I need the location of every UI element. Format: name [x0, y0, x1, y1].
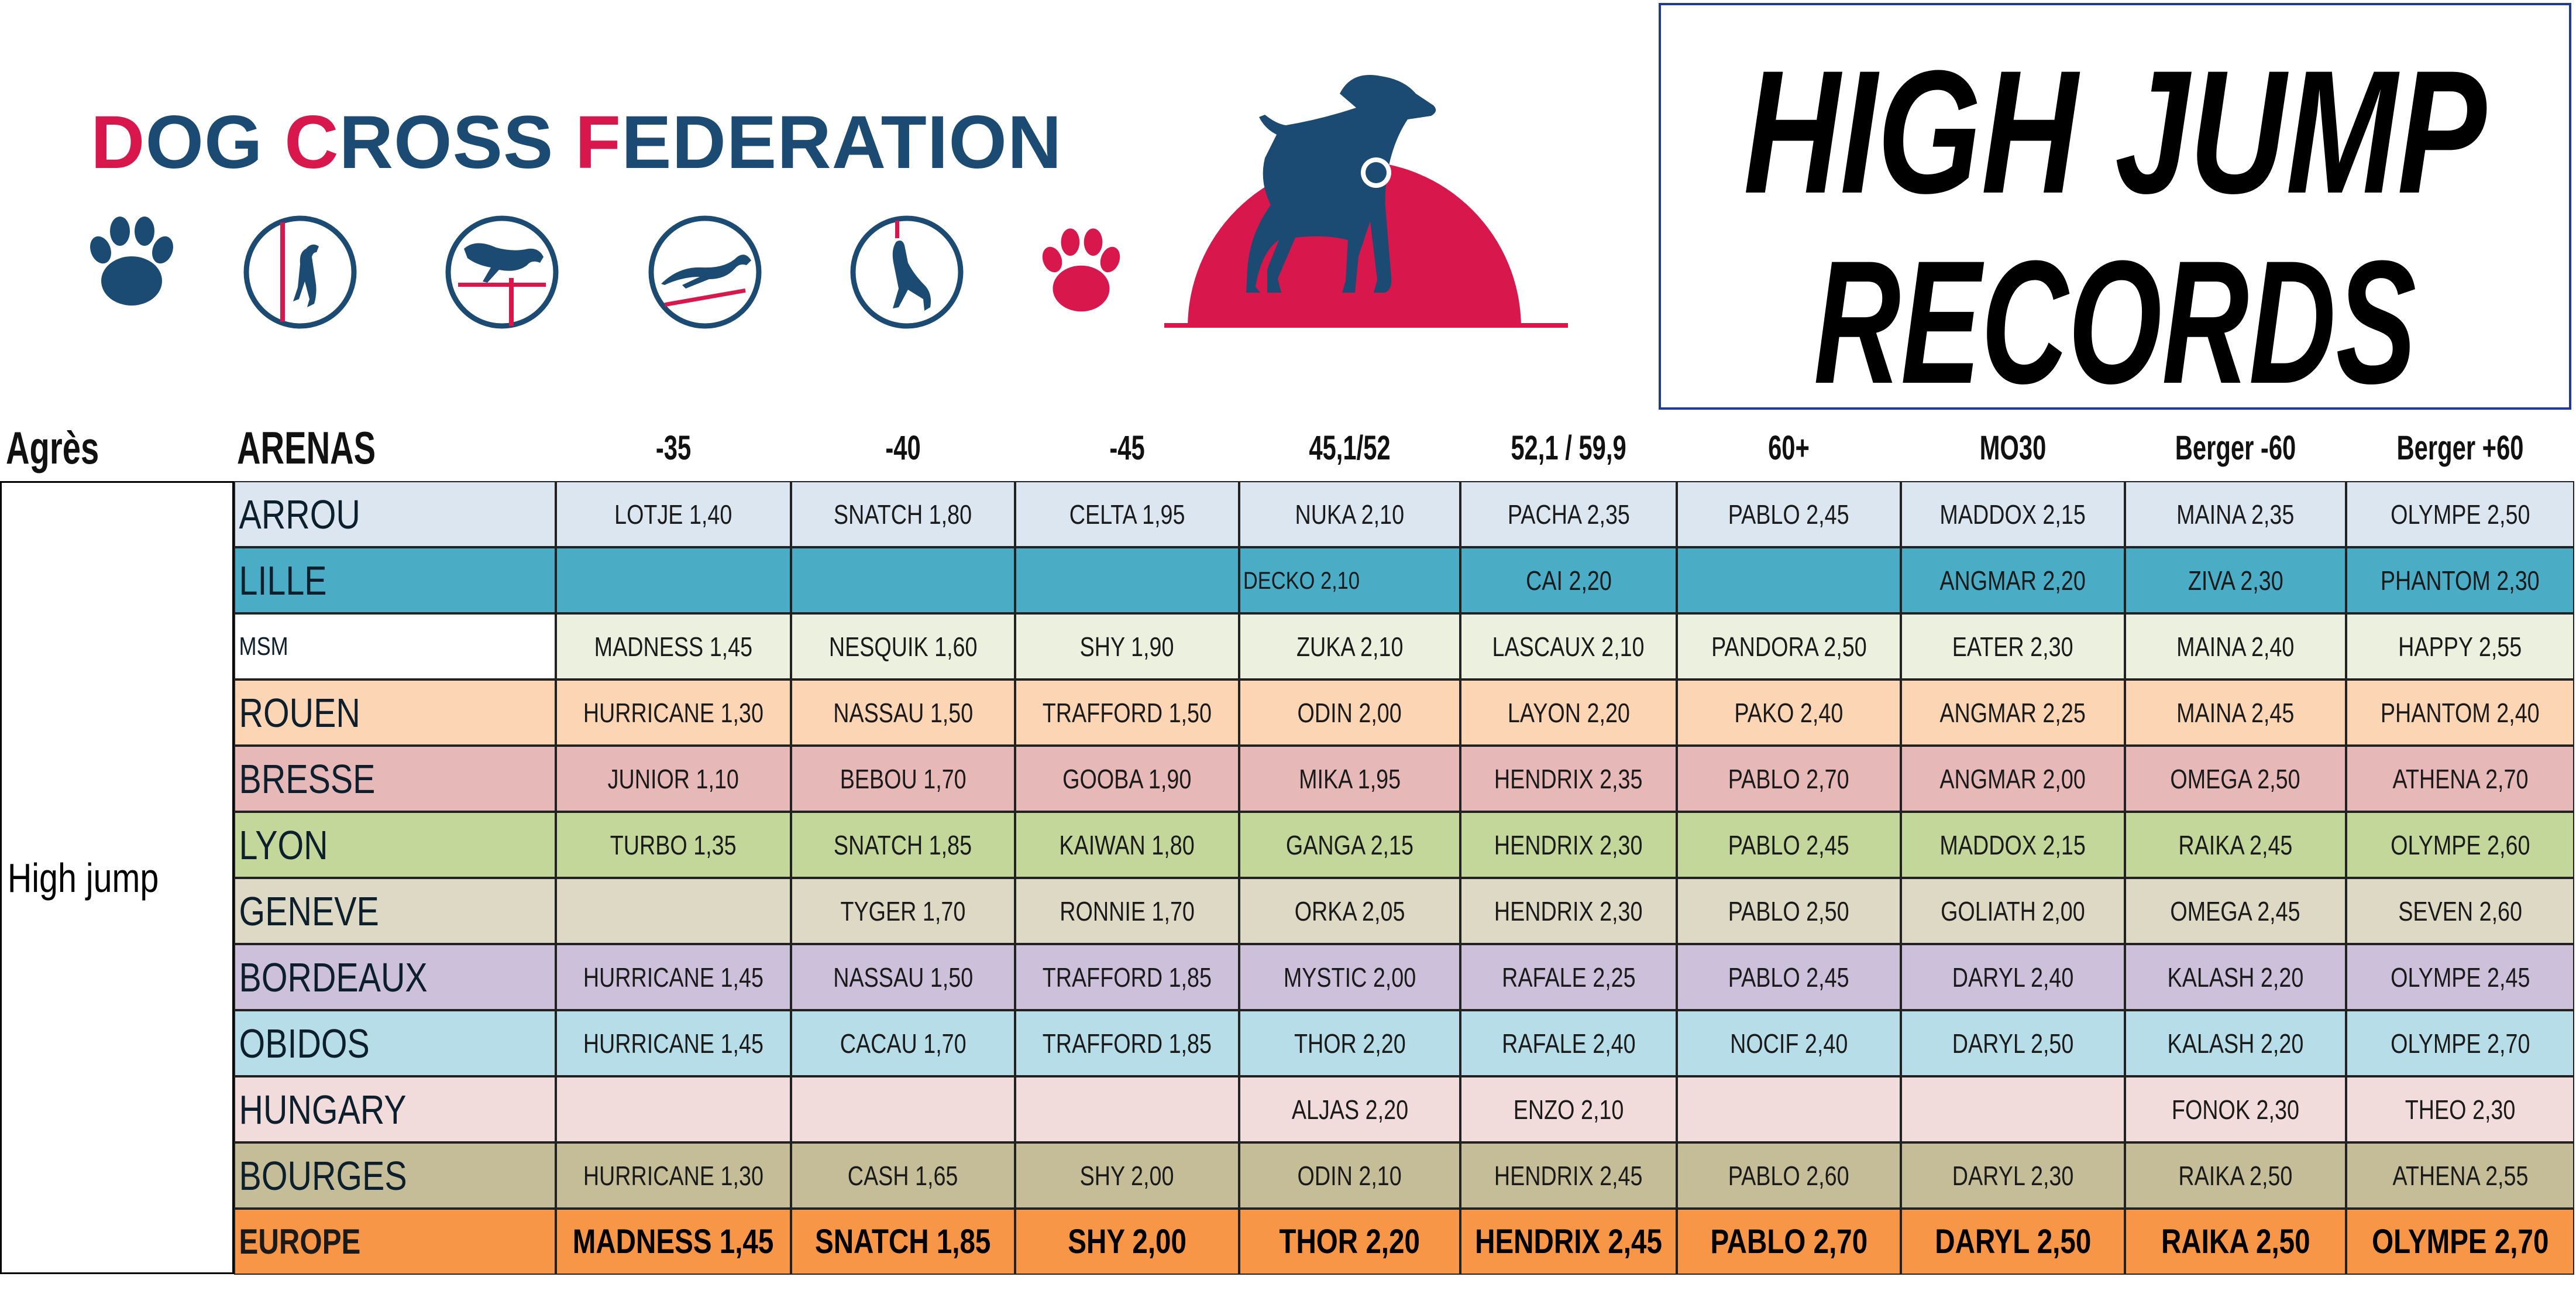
record-cell [556, 944, 791, 1010]
record-value: PABLO 2,50 [1728, 895, 1849, 926]
record-value: PHANTOM 2,40 [2381, 697, 2540, 728]
record-cell [1015, 1010, 1239, 1076]
record-cell [1901, 878, 2125, 944]
record-value: ANGMAR 2,25 [1939, 697, 2086, 728]
record-cell [1677, 1010, 1901, 1076]
record-value: ENZO 2,10 [1513, 1094, 1624, 1125]
record-cell [1677, 1142, 1901, 1209]
record-cell [1460, 481, 1677, 547]
record-value: RAIKA 2,45 [2178, 829, 2293, 860]
record-value: SEVEN 2,60 [2398, 895, 2522, 926]
record-cell [1015, 746, 1239, 812]
arena-name: EUROPE [239, 1222, 361, 1261]
record-value: PABLO 2,45 [1728, 829, 1849, 860]
record-cell [1239, 878, 1460, 944]
record-cell [1460, 1209, 1677, 1275]
record-cell [2125, 812, 2346, 878]
record-value: MAINA 2,45 [2176, 697, 2295, 728]
arena-name: LILLE [239, 557, 327, 603]
record-value: PABLO 2,70 [1728, 763, 1849, 794]
record-cell [556, 1142, 791, 1209]
agres-label: High jump [7, 854, 159, 901]
record-value: CACAU 1,70 [840, 1028, 967, 1059]
record-cell [556, 1209, 791, 1275]
record-cell [1239, 1209, 1460, 1275]
record-cell [1901, 1076, 2125, 1142]
record-value: MADDOX 2,15 [1939, 499, 2086, 530]
record-cell [1901, 746, 2125, 812]
record-cell [791, 679, 1015, 746]
europe-record-row [234, 1209, 2574, 1275]
record-value: SNATCH 1,80 [834, 499, 972, 530]
record-cell [791, 878, 1015, 944]
record-cell [2346, 1076, 2574, 1142]
record-cell [791, 1076, 1015, 1142]
record-value: NOCIF 2,40 [1729, 1028, 1848, 1059]
record-cell [2125, 481, 2346, 547]
record-value: RONNIE 1,70 [1060, 895, 1195, 926]
brand-letter-c: C [284, 101, 339, 184]
record-cell [1239, 944, 1460, 1010]
record-cell [1677, 812, 1901, 878]
record-value: OLYMPE 2,45 [2390, 962, 2530, 993]
column-header: 45,1/52 [1309, 428, 1391, 467]
record-cell [2346, 481, 2574, 547]
record-cell [1460, 1010, 1677, 1076]
record-value: LOTJE 1,40 [614, 499, 732, 530]
table-row [234, 812, 2574, 878]
table-row [234, 746, 2574, 812]
record-value: NASSAU 1,50 [833, 962, 974, 993]
record-value: HURRICANE 1,45 [583, 962, 764, 993]
record-value: RAIKA 2,50 [2178, 1160, 2293, 1191]
record-cell [1901, 1142, 2125, 1209]
record-cell [1015, 944, 1239, 1010]
record-cell [1460, 878, 1677, 944]
record-cell [791, 547, 1015, 613]
record-cell [2125, 613, 2346, 679]
record-cell [791, 481, 1015, 547]
record-cell [1239, 481, 1460, 547]
record-value: THOR 2,20 [1279, 1223, 1421, 1261]
column-header: -35 [655, 428, 692, 467]
records-table [0, 481, 2576, 1277]
brand-letter-d: D [91, 101, 146, 184]
record-value: OLYMPE 2,50 [2390, 499, 2530, 530]
record-value: OMEGA 2,50 [2170, 763, 2301, 794]
arena-name: HUNGARY [239, 1086, 407, 1132]
record-value: SNATCH 1,85 [834, 829, 972, 860]
arena-name: OBIDOS [239, 1020, 370, 1066]
arena-name: ARROU [239, 491, 360, 537]
title-banner [1659, 3, 2571, 410]
record-cell [2346, 944, 2574, 1010]
record-value: SNATCH 1,85 [815, 1223, 991, 1261]
record-cell [2125, 1010, 2346, 1076]
arena-name: BOURGES [239, 1152, 407, 1199]
table-row [234, 613, 2574, 679]
record-cell [1460, 812, 1677, 878]
column-header: 60+ [1768, 428, 1810, 467]
record-cell [1015, 481, 1239, 547]
record-value: TYGER 1,70 [840, 895, 966, 926]
record-cell [1677, 679, 1901, 746]
record-value: ATHENA 2,70 [2392, 763, 2529, 794]
record-value: HAPPY 2,55 [2398, 631, 2522, 662]
record-value: CASH 1,65 [848, 1160, 958, 1191]
brand-text-ederation: EDERATION [621, 101, 1062, 184]
arena-cell [234, 613, 556, 679]
title-text [1661, 5, 2569, 407]
record-cell [1901, 812, 2125, 878]
arena-cell [234, 1142, 556, 1209]
arena-name: LYON [239, 822, 328, 868]
long-jump-dog-icon [646, 214, 763, 334]
arena-cell [234, 944, 556, 1010]
record-value: LASCAUX 2,10 [1492, 631, 1645, 662]
record-value: KALASH 2,20 [2167, 962, 2304, 993]
record-cell [2346, 679, 2574, 746]
record-value: PABLO 2,45 [1728, 962, 1849, 993]
record-cell [1239, 613, 1460, 679]
record-value: ORKA 2,05 [1294, 895, 1405, 926]
record-value: NESQUIK 1,60 [828, 631, 978, 662]
title-line-1: HIGH JUMP [1743, 33, 2488, 230]
record-value: TRAFFORD 1,85 [1042, 1028, 1212, 1059]
record-cell [1239, 746, 1460, 812]
record-value: PAKO 2,40 [1734, 697, 1844, 728]
table-row [234, 481, 2574, 547]
record-cell [2346, 1209, 2574, 1275]
record-value: HENDRIX 2,45 [1475, 1223, 1662, 1261]
record-value: BEBOU 1,70 [840, 763, 967, 794]
record-value: PABLO 2,70 [1710, 1223, 1867, 1261]
record-cell [1677, 944, 1901, 1010]
arena-cell [234, 746, 556, 812]
record-value: ANGMAR 2,00 [1939, 763, 2086, 794]
arena-name: ROUEN [239, 689, 360, 736]
record-cell [791, 746, 1015, 812]
record-cell [2125, 746, 2346, 812]
brand-text-ross: ROSS [339, 101, 575, 184]
record-value: SHY 2,00 [1080, 1160, 1174, 1191]
arena-name: BRESSE [239, 756, 376, 802]
paw-icon [1040, 225, 1122, 322]
record-value: PABLO 2,45 [1728, 499, 1849, 530]
record-value: PHANTOM 2,30 [2381, 565, 2540, 596]
record-value: PANDORA 2,50 [1711, 631, 1867, 662]
record-cell [1015, 613, 1239, 679]
record-value: ZUKA 2,10 [1296, 631, 1404, 662]
arena-name: MSM [239, 632, 288, 661]
record-cell [1901, 944, 2125, 1010]
record-value: OLYMPE 2,70 [2371, 1223, 2549, 1261]
record-value: GOOBA 1,90 [1062, 763, 1192, 794]
table-row [234, 878, 2574, 944]
record-value: THEO 2,30 [2405, 1094, 2516, 1125]
record-value: DARYL 2,50 [1952, 1028, 2074, 1059]
record-value: HENDRIX 2,30 [1494, 829, 1643, 860]
record-value: CAI 2,20 [1525, 565, 1612, 596]
record-value: HURRICANE 1,45 [583, 1028, 764, 1059]
dog-mascot-logo [1164, 53, 1574, 357]
record-cell [556, 1076, 791, 1142]
record-value: ANGMAR 2,20 [1939, 565, 2086, 596]
federation-name [91, 99, 1062, 186]
record-cell [1460, 679, 1677, 746]
record-cell [2125, 878, 2346, 944]
record-value: ATHENA 2,55 [2392, 1160, 2529, 1191]
record-cell [1677, 481, 1901, 547]
record-cell [1901, 1209, 2125, 1275]
record-cell [556, 812, 791, 878]
record-value: MAINA 2,40 [2176, 631, 2295, 662]
hurdle-jump-dog-icon [443, 214, 560, 334]
record-cell [1677, 746, 1901, 812]
record-cell [1677, 878, 1901, 944]
record-cell [791, 812, 1015, 878]
title-line-2: RECORDS [1814, 224, 2417, 407]
record-cell [2125, 547, 2346, 613]
record-value: DARYL 2,50 [1935, 1223, 2091, 1261]
table-row [234, 1076, 2574, 1142]
record-cell [2346, 812, 2574, 878]
record-value: EATER 2,30 [1952, 631, 2073, 662]
arena-cell [234, 812, 556, 878]
record-cell [1677, 1076, 1901, 1142]
record-cell [2346, 613, 2574, 679]
record-cell [2125, 1076, 2346, 1142]
record-cell [2346, 746, 2574, 812]
record-value: DARYL 2,40 [1952, 962, 2074, 993]
arena-cell [234, 1209, 556, 1275]
table-row [234, 944, 2574, 1010]
agres-header: Agrès [6, 421, 99, 473]
record-cell [791, 944, 1015, 1010]
column-header: Berger -60 [2175, 428, 2296, 467]
record-cell [1239, 1010, 1460, 1076]
record-cell [1239, 1142, 1460, 1209]
record-value: NUKA 2,10 [1295, 499, 1405, 530]
record-cell [1677, 613, 1901, 679]
record-value: JUNIOR 1,10 [607, 763, 740, 794]
record-value: RAFALE 2,40 [1501, 1028, 1636, 1059]
record-cell [1015, 878, 1239, 944]
record-cell [2125, 1209, 2346, 1275]
arena-cell [234, 547, 556, 613]
record-value: THOR 2,20 [1294, 1028, 1406, 1059]
record-value: HURRICANE 1,30 [583, 1160, 764, 1191]
record-cell [1015, 679, 1239, 746]
arena-cell [234, 878, 556, 944]
record-cell [556, 1010, 791, 1076]
record-value: MYSTIC 2,00 [1283, 962, 1416, 993]
record-value: ALJAS 2,20 [1291, 1094, 1408, 1125]
arena-cell [234, 1010, 556, 1076]
arena-name: GENEVE [239, 888, 379, 934]
record-value: ODIN 2,10 [1297, 1160, 1402, 1191]
record-cell [791, 613, 1015, 679]
record-cell [1901, 1010, 2125, 1076]
record-cell [2346, 1142, 2574, 1209]
record-value: RAFALE 2,25 [1501, 962, 1636, 993]
record-cell [1015, 1076, 1239, 1142]
brand-text-og: OG [145, 101, 285, 184]
record-cell [1015, 547, 1239, 613]
record-value: MADNESS 1,45 [573, 1223, 774, 1261]
record-cell [2346, 1010, 2574, 1076]
record-value: CELTA 1,95 [1069, 499, 1185, 530]
agres-cell [0, 481, 234, 1274]
record-cell [1460, 547, 1677, 613]
record-value: ZIVA 2,30 [2188, 565, 2283, 596]
record-value: MIKA 1,95 [1298, 763, 1401, 794]
paw-icon [88, 214, 176, 316]
record-value: ODIN 2,00 [1297, 697, 1402, 728]
column-header: Berger +60 [2396, 428, 2524, 467]
record-value: SHY 1,90 [1080, 631, 1174, 662]
record-value: MADNESS 1,45 [594, 631, 753, 662]
record-value: TURBO 1,35 [610, 829, 737, 860]
record-value: PABLO 2,60 [1728, 1160, 1849, 1191]
record-value: LAYON 2,20 [1507, 697, 1630, 728]
arena-cell [234, 481, 556, 547]
record-value: TRAFFORD 1,85 [1042, 962, 1212, 993]
arenas-header: ARENAS [237, 421, 376, 473]
record-value: TRAFFORD 1,50 [1042, 697, 1212, 728]
record-cell [1460, 1142, 1677, 1209]
record-value: KAIWAN 1,80 [1059, 829, 1195, 860]
record-cell [1015, 1142, 1239, 1209]
discipline-icons [88, 214, 1170, 342]
record-cell [1901, 679, 2125, 746]
record-cell [1901, 613, 2125, 679]
record-cell [791, 1209, 1015, 1275]
vertical-jump-dog-icon [848, 214, 965, 334]
brand-letter-f: F [575, 101, 622, 184]
column-header: MO30 [1979, 428, 2047, 467]
arena-name: BORDEAUX [239, 954, 428, 1000]
record-cell [1460, 1076, 1677, 1142]
record-cell [1015, 1209, 1239, 1275]
record-cell [791, 1142, 1015, 1209]
record-cell [556, 679, 791, 746]
table-row [234, 547, 2574, 613]
record-cell [1460, 746, 1677, 812]
record-cell [1677, 547, 1901, 613]
record-cell [556, 613, 791, 679]
record-value: RAIKA 2,50 [2161, 1223, 2310, 1261]
record-cell [556, 481, 791, 547]
record-cell [2125, 679, 2346, 746]
arena-cell [234, 679, 556, 746]
record-value: HURRICANE 1,30 [583, 697, 764, 728]
record-cell [556, 878, 791, 944]
record-value: KALASH 2,20 [2167, 1028, 2304, 1059]
record-value: GANGA 2,15 [1285, 829, 1414, 860]
table-row [234, 679, 2574, 746]
record-cell [1677, 1209, 1901, 1275]
record-value: HENDRIX 2,30 [1494, 895, 1643, 926]
record-value: NASSAU 1,50 [833, 697, 974, 728]
record-cell [2125, 944, 2346, 1010]
column-header: -40 [885, 428, 921, 467]
record-cell [556, 746, 791, 812]
record-cell [1460, 944, 1677, 1010]
record-cell [1460, 613, 1677, 679]
record-cell [1015, 812, 1239, 878]
column-header: -45 [1109, 428, 1145, 467]
record-cell [2346, 547, 2574, 613]
record-cell [791, 1010, 1015, 1076]
record-value: HENDRIX 2,35 [1494, 763, 1643, 794]
high-jump-dog-icon [242, 214, 359, 334]
column-header: 52,1 / 59,9 [1511, 428, 1626, 467]
record-value: SHY 2,00 [1068, 1223, 1186, 1261]
record-cell [2125, 1142, 2346, 1209]
record-value: FONOK 2,30 [2171, 1094, 2300, 1125]
record-cell [1239, 547, 1460, 613]
record-cell [1239, 1076, 1460, 1142]
record-value: OLYMPE 2,60 [2390, 829, 2530, 860]
record-value: OMEGA 2,45 [2170, 895, 2301, 926]
record-cell [1901, 547, 2125, 613]
record-value: PACHA 2,35 [1507, 499, 1630, 530]
record-cell [1239, 679, 1460, 746]
record-cell [1901, 481, 2125, 547]
table-row [234, 1142, 2574, 1209]
record-value: OLYMPE 2,70 [2390, 1028, 2530, 1059]
record-cell [556, 547, 791, 613]
record-value: MADDOX 2,15 [1939, 829, 2086, 860]
arena-cell [234, 1076, 556, 1142]
record-value: MAINA 2,35 [2176, 499, 2295, 530]
record-value: GOLIATH 2,00 [1941, 895, 2085, 926]
record-value: DECKO 2,10 [1243, 566, 1360, 594]
table-row [234, 1010, 2574, 1076]
record-value: HENDRIX 2,45 [1494, 1160, 1643, 1191]
record-cell [1239, 812, 1460, 878]
record-value: DARYL 2,30 [1952, 1160, 2074, 1191]
record-cell [2346, 878, 2574, 944]
